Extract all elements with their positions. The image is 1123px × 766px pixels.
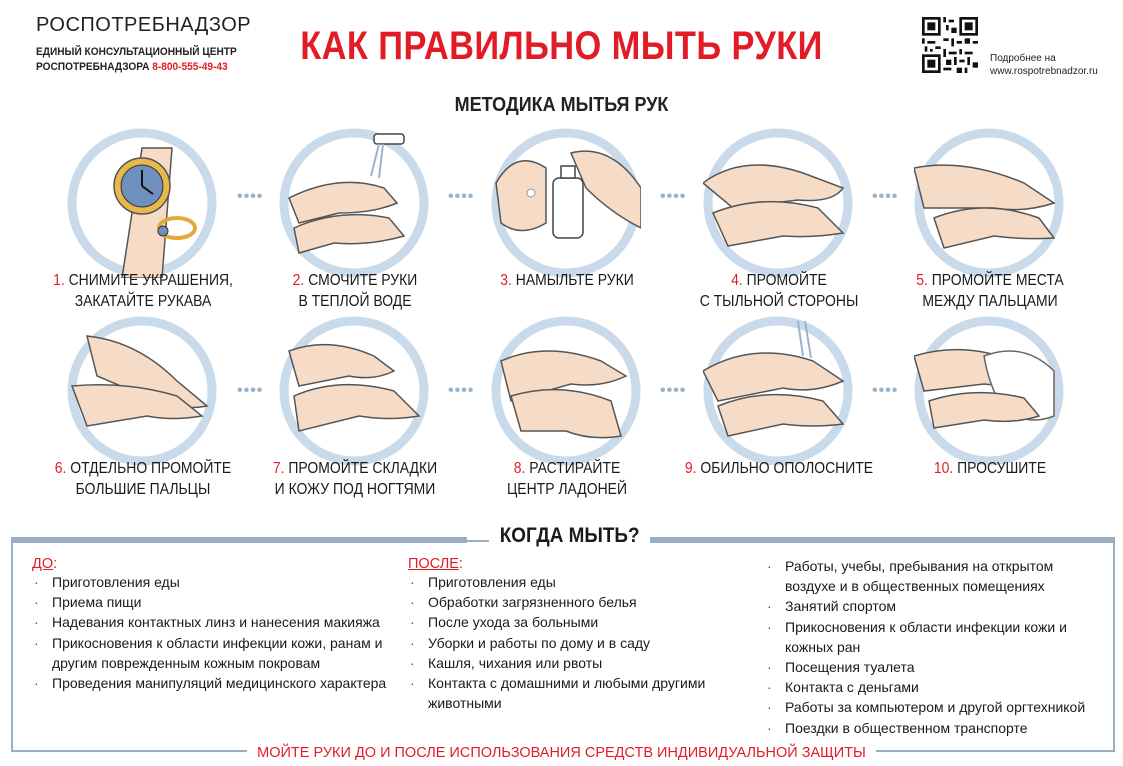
- dots-separator: ••••: [448, 188, 475, 205]
- rub-palms-illustration: [491, 316, 641, 466]
- list-item: · Прикосновения к области инфекции кожи, ранам и другим поврежденным кожным покровам: [32, 633, 392, 673]
- step-8: [467, 316, 667, 506]
- step-9: [679, 316, 879, 506]
- list-item: · Контакта с деньгами: [765, 677, 1105, 697]
- list-item: · Поездки в общественном транспорте: [765, 718, 1105, 738]
- step-text: РАСТИРАЙТЕ: [529, 460, 621, 477]
- wash-thumbs-illustration: [67, 316, 217, 466]
- list-item: · Обработки загрязненного белья: [408, 592, 748, 612]
- step-6: [43, 316, 243, 506]
- step-text: В ТЕПЛОЙ ВОДЕ: [298, 293, 412, 310]
- step-number: 3.: [500, 272, 512, 289]
- step-text: ПРОСУШИТЕ: [957, 460, 1047, 477]
- step-text: СНИМИТЕ УКРАШЕНИЯ,: [68, 272, 233, 289]
- list-item: · Приема пищи: [32, 592, 392, 612]
- qr-code-icon[interactable]: [922, 17, 978, 73]
- list-item: · Надевания контактных линз и нанесения макияжа: [32, 612, 392, 632]
- list-item: · Контакта с домашними и любыми другими животными: [408, 673, 748, 713]
- org-subtitle-line2-text: РОСПОТРЕБНАДЗОРА: [36, 61, 150, 73]
- list-item: · После ухода за больными: [408, 612, 748, 632]
- dots-separator: ••••: [872, 382, 899, 399]
- dots-separator: ••••: [872, 188, 899, 205]
- after-column: [408, 556, 748, 713]
- after-list-continued: [765, 556, 1105, 738]
- step-number: 6.: [54, 460, 67, 477]
- remove-jewelry-illustration: [67, 128, 217, 278]
- dots-separator: ••••: [237, 188, 264, 205]
- step-1-caption: [44, 270, 242, 312]
- before-list: [32, 572, 392, 693]
- hotline-phone: 8-800-555-49-43: [152, 61, 228, 73]
- step-2: [255, 128, 455, 318]
- list-item: · Проведения манипуляций медицинского характера: [32, 673, 392, 693]
- step-9-caption: [680, 458, 878, 479]
- list-item: · Кашля, чихания или рвоты: [408, 653, 748, 673]
- step-10-caption: [891, 458, 1089, 479]
- step-5-caption: [891, 270, 1089, 312]
- list-item: · Работы за компьютером и другой оргтехникой: [765, 697, 1105, 717]
- method-title: МЕТОДИКА МЫТЬЯ РУК: [454, 94, 669, 116]
- page-title: КАК ПРАВИЛЬНО МЫТЬ РУКИ: [300, 24, 823, 68]
- org-name: РОСПОТРЕБНАДЗОР: [36, 14, 252, 36]
- list-item: · Приготовления еды: [408, 572, 748, 592]
- footer: [0, 744, 1123, 762]
- before-heading-colon: :: [53, 556, 58, 572]
- list-item: · Прикосновения к области инфекции кожи и кожных ран: [765, 617, 1105, 657]
- step-4-caption: [680, 270, 878, 312]
- soap-hands-illustration: [491, 128, 641, 278]
- wash-between-fingers-illustration: [914, 128, 1064, 278]
- step-text: ЗАКАТАЙТЕ РУКАВА: [74, 293, 212, 310]
- step-2-caption: [256, 270, 454, 312]
- step-5: [890, 128, 1090, 318]
- step-text: И КОЖУ ПОД НОГТЯМИ: [274, 481, 436, 498]
- rinse-hands-illustration: [703, 316, 853, 466]
- step-text: С ТЫЛЬНОЙ СТОРОНЫ: [699, 293, 859, 310]
- when-to-wash-title: КОГДА МЫТЬ?: [489, 524, 650, 548]
- dots-separator: ••••: [448, 382, 475, 399]
- heading-bar-left: [11, 537, 467, 543]
- step-6-caption: [44, 458, 242, 500]
- after-list: [408, 572, 748, 713]
- step-text: ПРОМОЙТЕ: [746, 272, 827, 289]
- after-column-2: [765, 556, 1105, 738]
- footer-note: МОЙТЕ РУКИ ДО И ПОСЛЕ ИСПОЛЬЗОВАНИЯ СРЕДСТВ ИНДИВИДУАЛЬНОЙ ЗАЩИТЫ: [247, 745, 876, 761]
- dots-separator: ••••: [660, 188, 687, 205]
- more-info-label: Подробнее на: [990, 53, 1056, 64]
- step-8-caption: [468, 458, 666, 500]
- step-number: 9.: [684, 460, 697, 477]
- step-number: 8.: [513, 460, 526, 477]
- step-text: ОБИЛЬНО ОПОЛОСНИТЕ: [700, 460, 874, 477]
- step-text: ОТДЕЛЬНО ПРОМОЙТЕ: [70, 460, 232, 477]
- step-3-caption: [468, 270, 666, 291]
- step-10: [890, 316, 1090, 506]
- step-text: СМОЧИТЕ РУКИ: [308, 272, 418, 289]
- more-info-url[interactable]: www.rospotrebnadzor.ru: [990, 66, 1098, 77]
- step-7-caption: [256, 458, 454, 500]
- step-number: 5.: [916, 272, 928, 289]
- dots-separator: ••••: [237, 382, 264, 399]
- step-7: [255, 316, 455, 506]
- dots-separator: ••••: [660, 382, 687, 399]
- heading-bar-right: [642, 537, 1115, 543]
- step-text: ЦЕНТР ЛАДОНЕЙ: [506, 481, 628, 498]
- wash-fingertips-illustration: [279, 316, 429, 466]
- before-column: [32, 556, 392, 693]
- list-item: · Приготовления еды: [32, 572, 392, 592]
- step-3: [467, 128, 667, 318]
- after-heading: [408, 556, 748, 572]
- list-item: · Работы, учебы, пребывания на открытом воздухе и в общественных помещениях: [765, 556, 1105, 596]
- step-text: ПРОМОЙТЕ СКЛАДКИ: [288, 460, 438, 477]
- wash-back-of-hands-illustration: [703, 128, 853, 278]
- step-4: [679, 128, 879, 318]
- step-text: НАМЫЛЬТЕ РУКИ: [515, 272, 634, 289]
- step-text: БОЛЬШИЕ ПАЛЬЦЫ: [75, 481, 211, 498]
- wet-hands-illustration: [279, 128, 429, 278]
- before-heading-text: ДО: [32, 556, 54, 572]
- step-number: 1.: [53, 272, 65, 289]
- list-item: · Уборки и работы по дому и в саду: [408, 633, 748, 653]
- step-number: 4.: [731, 272, 743, 289]
- after-heading-colon: :: [458, 556, 463, 572]
- before-heading: [32, 556, 392, 572]
- step-number: 7.: [272, 460, 285, 477]
- step-number: 2.: [292, 272, 305, 289]
- step-text: МЕЖДУ ПАЛЬЦАМИ: [922, 293, 1058, 310]
- list-item: · Занятий спортом: [765, 596, 1105, 616]
- step-number: 10.: [933, 460, 954, 477]
- list-item: · Посещения туалета: [765, 657, 1105, 677]
- after-heading-text: ПОСЛЕ: [408, 556, 459, 572]
- dry-hands-towel-illustration: [914, 316, 1064, 466]
- step-1: [43, 128, 243, 318]
- step-text: ПРОМОЙТЕ МЕСТА: [931, 272, 1064, 289]
- org-subtitle-line1: ЕДИНЫЙ КОНСУЛЬТАЦИОННЫЙ ЦЕНТР: [36, 46, 237, 58]
